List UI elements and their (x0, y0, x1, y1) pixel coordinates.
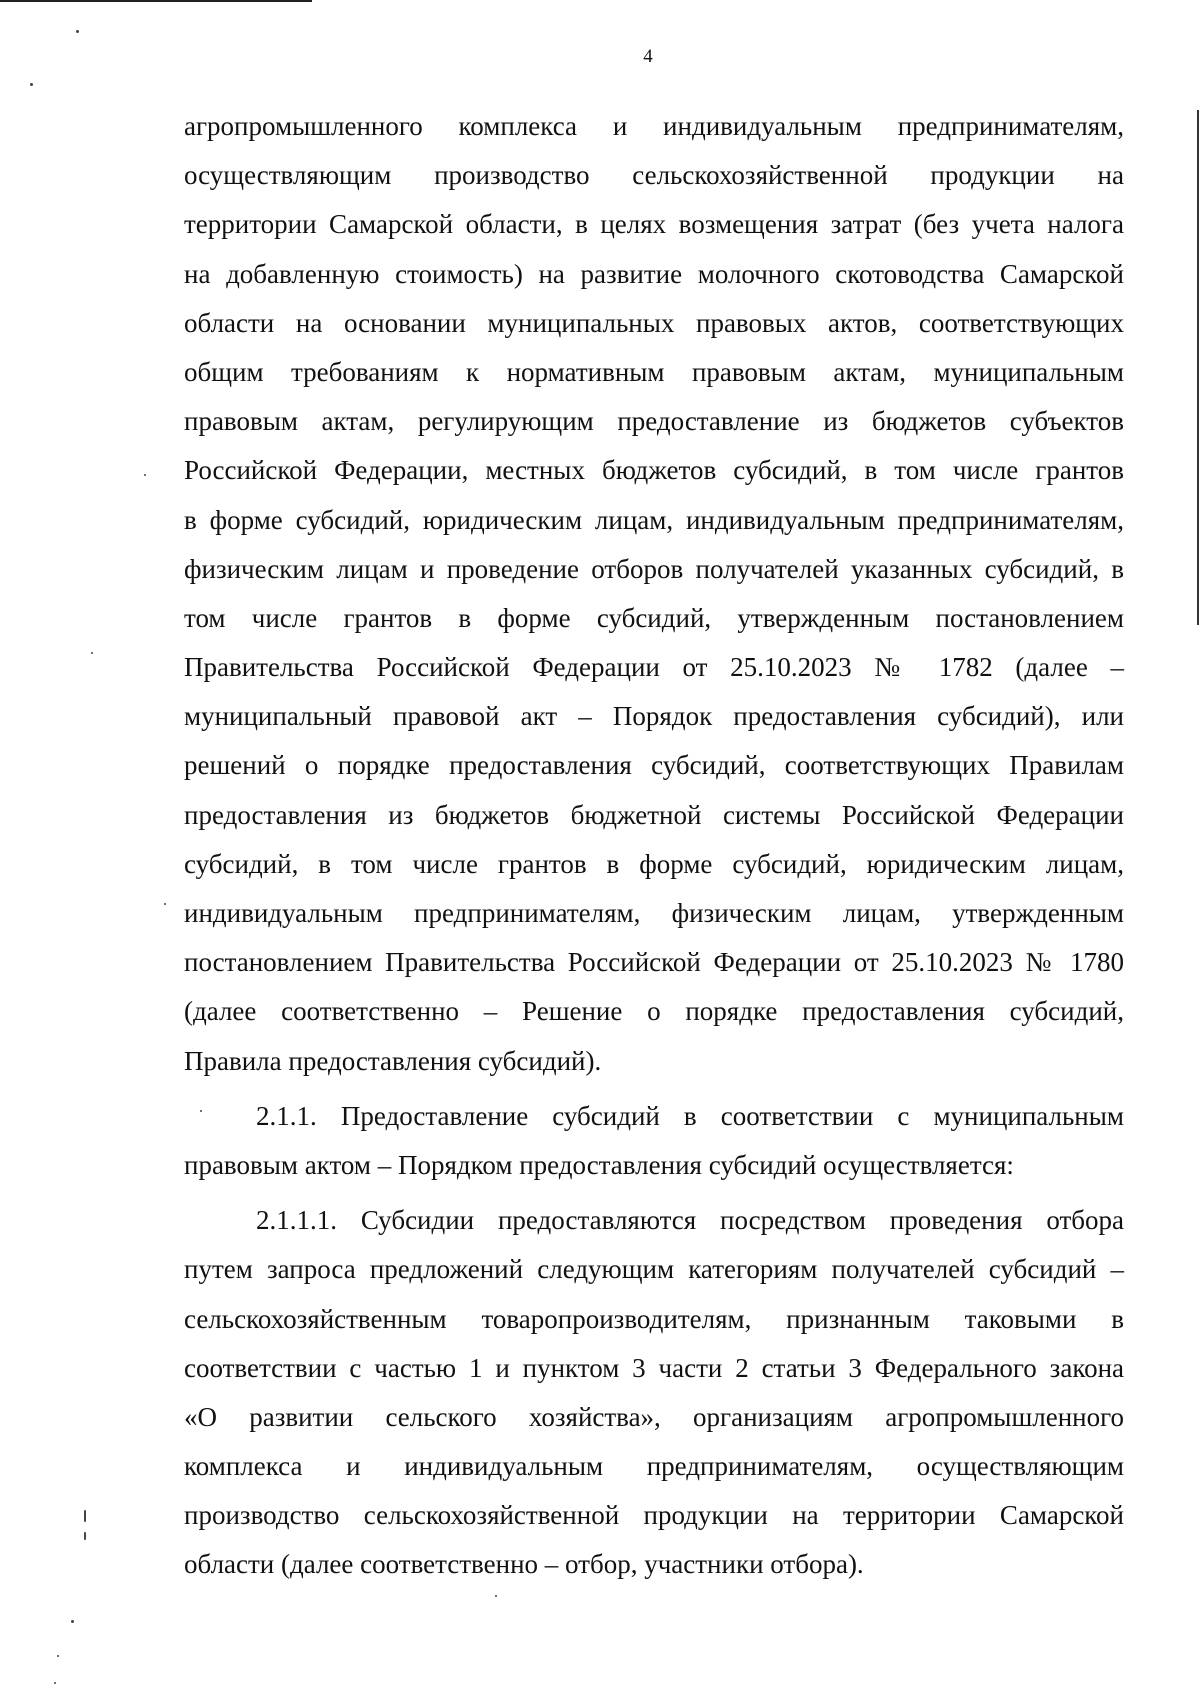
paragraph-2-1-1 (184, 1092, 1124, 1190)
text-line: постановлением Правительства Российской Федерации от 25.10.2023 № 1780 (184, 947, 1124, 978)
text-line: «О развитии сельского хозяйства», организациям агропромышленного (184, 1401, 1124, 1432)
scan-speck (91, 652, 93, 654)
text-line: физическим лицам и проведение отборов получателей указанных субсидий, в (184, 553, 1124, 584)
text-line: индивидуальным предпринимателям, физическим лицам, утвержденным (184, 898, 1124, 928)
text-line: 2.1.1.1. Субсидии предоставляются посредством проведения отбора (256, 1205, 1124, 1236)
scan-speck (57, 1655, 59, 1657)
scan-edge-right (1197, 110, 1199, 625)
text-line: на добавленную стоимость) на развитие молочного скотоводства Самарской (184, 258, 1124, 289)
text-line: Правительства Российской Федерации от 25.10.2023 № 1782 (далее – (184, 652, 1124, 683)
text-line: производство сельскохозяйственной продукции на территории Самарской (184, 1500, 1124, 1531)
text-line: комплекса и индивидуальным предпринимателям, осуществляющим (184, 1451, 1124, 1482)
text-line: муниципальный правовой акт – Порядок предоставления субсидий), или (184, 701, 1124, 732)
text-line: путем запроса предложений следующим категориям получателей субсидий – (184, 1254, 1124, 1285)
scan-edge-top (0, 0, 312, 2)
scan-speck (30, 83, 33, 86)
text-line: правовым актам, регулирующим предоставление из бюджетов субъектов (184, 406, 1124, 437)
text-line: том числе грантов в форме субсидий, утвержденным постановлением (184, 602, 1124, 633)
text-line: Российской Федерации, местных бюджетов субсидий, в том числе грантов (184, 455, 1124, 486)
text-line: Правила предоставления субсидий). (184, 1045, 602, 1076)
text-line: агропромышленного комплекса и индивидуальным предпринимателям, (184, 111, 1124, 141)
text-line: соответствии с частью 1 и пунктом 3 части 2 статьи 3 Федерального закона (184, 1352, 1124, 1383)
scan-speck (84, 1532, 86, 1540)
document-body (184, 102, 1124, 1590)
text-line: правовым актом – Порядком предоставления субсидий осуществляется: (184, 1149, 1014, 1180)
paragraph-2-1-1-1 (184, 1196, 1124, 1590)
text-line: области на основании муниципальных правовых актов, соответствующих (184, 307, 1124, 338)
text-line: предоставления из бюджетов бюджетной системы Российской Федерации (184, 799, 1124, 830)
text-line: в форме субсидий, юридическим лицам, индивидуальным предпринимателям, (184, 504, 1124, 535)
text-line: области (далее соответственно – отбор, участники отбора). (184, 1549, 864, 1580)
text-line: решений о порядке предоставления субсидий, соответствующих Правилам (184, 750, 1124, 781)
text-line: осуществляющим производство сельскохозяйственной продукции на (184, 160, 1124, 191)
scan-speck (84, 1510, 86, 1522)
text-line: (далее соответственно – Решение о порядке предоставления субсидий, (184, 996, 1124, 1027)
text-line: территории Самарской области, в целях возмещения затрат (без учета налога (184, 209, 1124, 240)
text-line: 2.1.1. Предоставление субсидий в соответствии с муниципальным (256, 1100, 1124, 1131)
text-line: сельскохозяйственным товаропроизводителям, признанным таковыми в (184, 1303, 1124, 1334)
paragraph (184, 102, 1124, 1086)
scan-speck (200, 1110, 202, 1112)
scan-speck (54, 1682, 56, 1684)
text-line: общим требованиям к нормативным правовым актам, муниципальным (184, 356, 1124, 387)
scan-speck (495, 1595, 497, 1597)
page-number: 4 (643, 46, 653, 67)
scan-speck (71, 1620, 74, 1623)
scan-speck (164, 903, 166, 905)
scan-speck (76, 30, 79, 33)
text-line: субсидий, в том числе грантов в форме субсидий, юридическим лицам, (184, 848, 1124, 879)
scan-speck (144, 474, 146, 476)
